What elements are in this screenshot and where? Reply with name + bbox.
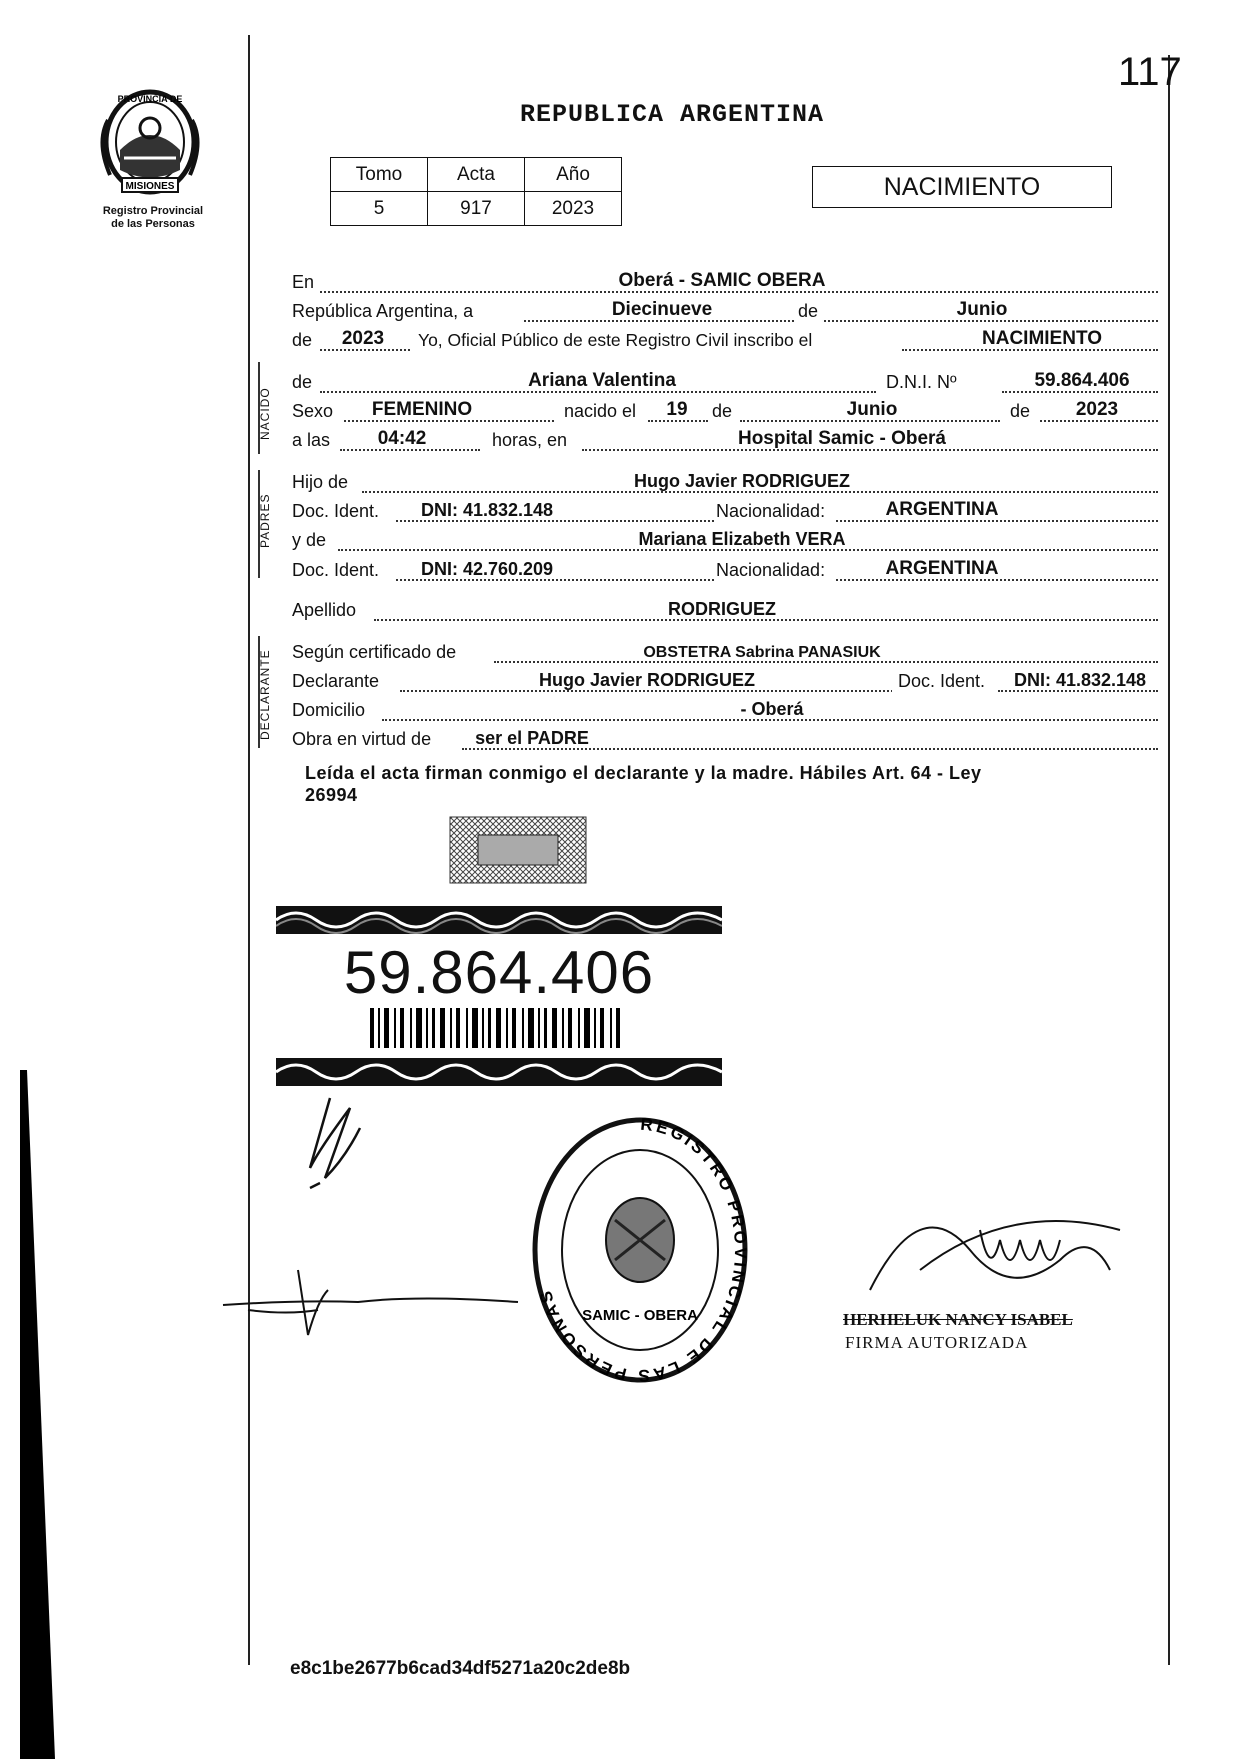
official-title: FIRMA AUTORIZADA [845,1333,1029,1352]
dni-label-top-band [276,906,722,934]
mother-nac-label: Nacionalidad: [716,560,826,580]
row-inscribo [292,326,1158,353]
father-doc: DNI: 41.832.148 [420,500,554,520]
obra-value: ser el PADRE [475,728,589,748]
registry-header-row [331,158,622,192]
nacido-section-label: NACIDO [258,387,272,440]
sexo-value: FEMENINO [371,399,473,420]
dni-label-bottom-band [276,1058,722,1086]
closing-line1: Leída el acta firman conmigo el declarante y la madre. Hábiles Art. 64 - Ley [305,763,982,783]
registry-official-seal [525,1110,755,1390]
inscribo-label: Yo, Oficial Público de este Registro Civil inscribo el [418,330,813,350]
certificado-value: OBSTETRA Sabrina PANASIUK [643,644,881,661]
row-certificado [292,638,1158,665]
row-declarante [292,667,1158,694]
row-mother-name [292,526,1158,553]
row-en [292,268,1158,295]
day-text: Diecinueve [611,299,713,320]
row-nacido-name [292,368,1158,395]
declarante-doc-label: Doc. Ident. [892,671,985,692]
nacido-de-label: de [292,372,313,392]
certificado-label: Según certificado de [292,642,457,662]
row-nacido-hora [292,426,1158,453]
closing-line2: 26994 [305,785,358,805]
mother-doc: DNI: 42.760.209 [420,559,554,579]
en-value: Oberá - SAMIC OBERA [618,270,826,291]
nacido-year: 2023 [1075,399,1119,420]
row-father-doc [292,497,1158,524]
nacido-month: Junio [846,399,898,420]
registry-value-tomo: 5 [331,192,428,226]
declarant-signature-icon [290,1088,410,1198]
security-stamp-icon [448,815,588,885]
row-mother-doc [292,556,1158,583]
row-apellido [292,596,1158,623]
row-father-name [292,468,1158,495]
left-margin-line [248,35,250,1665]
closing-statement [305,762,1135,806]
row-date [292,297,1158,324]
dni-label-number: 59.864.406 [343,939,655,1006]
nacido-de-label3: de [1010,401,1031,421]
row-obra [292,725,1158,752]
registry-header-anio: Año [525,158,622,192]
nacido-name: Ariana Valentina [528,370,676,391]
obra-label: Obra en virtud de [292,729,432,749]
seal-bottom-label: SAMIC - OBERA [582,1307,698,1324]
domicilio-label: Domicilio [292,700,366,720]
mother-doc-label: Doc. Ident. [292,560,380,580]
right-margin-line [1168,55,1170,1665]
nacido-day: 19 [666,399,688,420]
en-label: En [292,272,315,292]
registry-table [330,157,622,226]
hijo-label: Hijo de [292,472,349,492]
dni-label: D.N.I. Nº [886,372,957,392]
nacido-el-label: nacido el [564,401,637,421]
declarante-value: Hugo Javier RODRIGUEZ [538,670,756,690]
record-type-box: NACIMIENTO [812,166,1112,208]
mother-signature-icon [218,1260,538,1340]
nacido-dni: 59.864.406 [1034,370,1130,391]
nacido-time: 04:42 [377,428,427,449]
father-nac-label: Nacionalidad: [716,501,826,521]
page-number: 117 [1118,50,1182,94]
year-prefix: de [292,330,313,350]
official-name: HERHELUK NANCY ISABEL [843,1310,1073,1329]
scan-edge-shadow [20,1070,55,1759]
declarante-doc: DNI: 41.832.148 [1013,670,1147,690]
sexo-label: Sexo [292,401,334,421]
horas-label: horas, en [492,430,568,450]
father-name: Hugo Javier RODRIGUEZ [633,471,851,491]
alas-label: a las [292,430,331,450]
padres-section-label: PADRES [258,493,272,548]
registry-header-acta: Acta [428,158,525,192]
declarante-section-label: DECLARANTE [258,649,272,740]
declarante-label: Declarante [292,671,380,691]
logo-caption-line1: Registro Provincial [102,205,204,217]
father-nationality: ARGENTINA [885,499,999,520]
registry-value-acta: 917 [428,192,525,226]
inscribo-value: NACIMIENTO [982,328,1102,349]
seal-top-text: PROVINCIA DE [117,94,183,104]
de-label: de [794,301,822,322]
republica-label: República Argentina, a [292,301,474,321]
barcode-icon [370,1008,620,1048]
month-text: Junio [956,299,1008,320]
seal-ring-text: REGISTRO PROVINCIAL DE LAS PERSONAS [535,1114,751,1386]
registry-value-anio: 2023 [525,192,622,226]
nacido-place: Hospital Samic - Oberá [737,428,946,449]
father-doc-label: Doc. Ident. [292,501,380,521]
apellido-value: RODRIGUEZ [668,599,776,619]
row-domicilio [292,696,1158,723]
seal-bottom-text: MISIONES [125,181,175,192]
registry-value-row [331,192,622,226]
mother-name: Mariana Elizabeth VERA [638,529,846,549]
row-nacido-sexo [292,397,1158,424]
country-title: REPUBLICA ARGENTINA [520,100,825,129]
official-signature-icon [860,1170,1140,1320]
yde-label: y de [292,530,327,550]
logo-caption [88,205,218,231]
registry-header-tomo: Tomo [331,158,428,192]
domicilio-value: - Oberá [740,699,804,719]
province-seal-logo [90,80,210,200]
mother-nationality: ARGENTINA [885,558,999,579]
nacido-de-label2: de [712,401,733,421]
logo-caption-line2: de las Personas [111,218,195,230]
year-value: 2023 [341,328,385,349]
apellido-label: Apellido [292,600,357,620]
document-hash: e8c1be2677b6cad34df5271a20c2de8b [290,1658,631,1679]
